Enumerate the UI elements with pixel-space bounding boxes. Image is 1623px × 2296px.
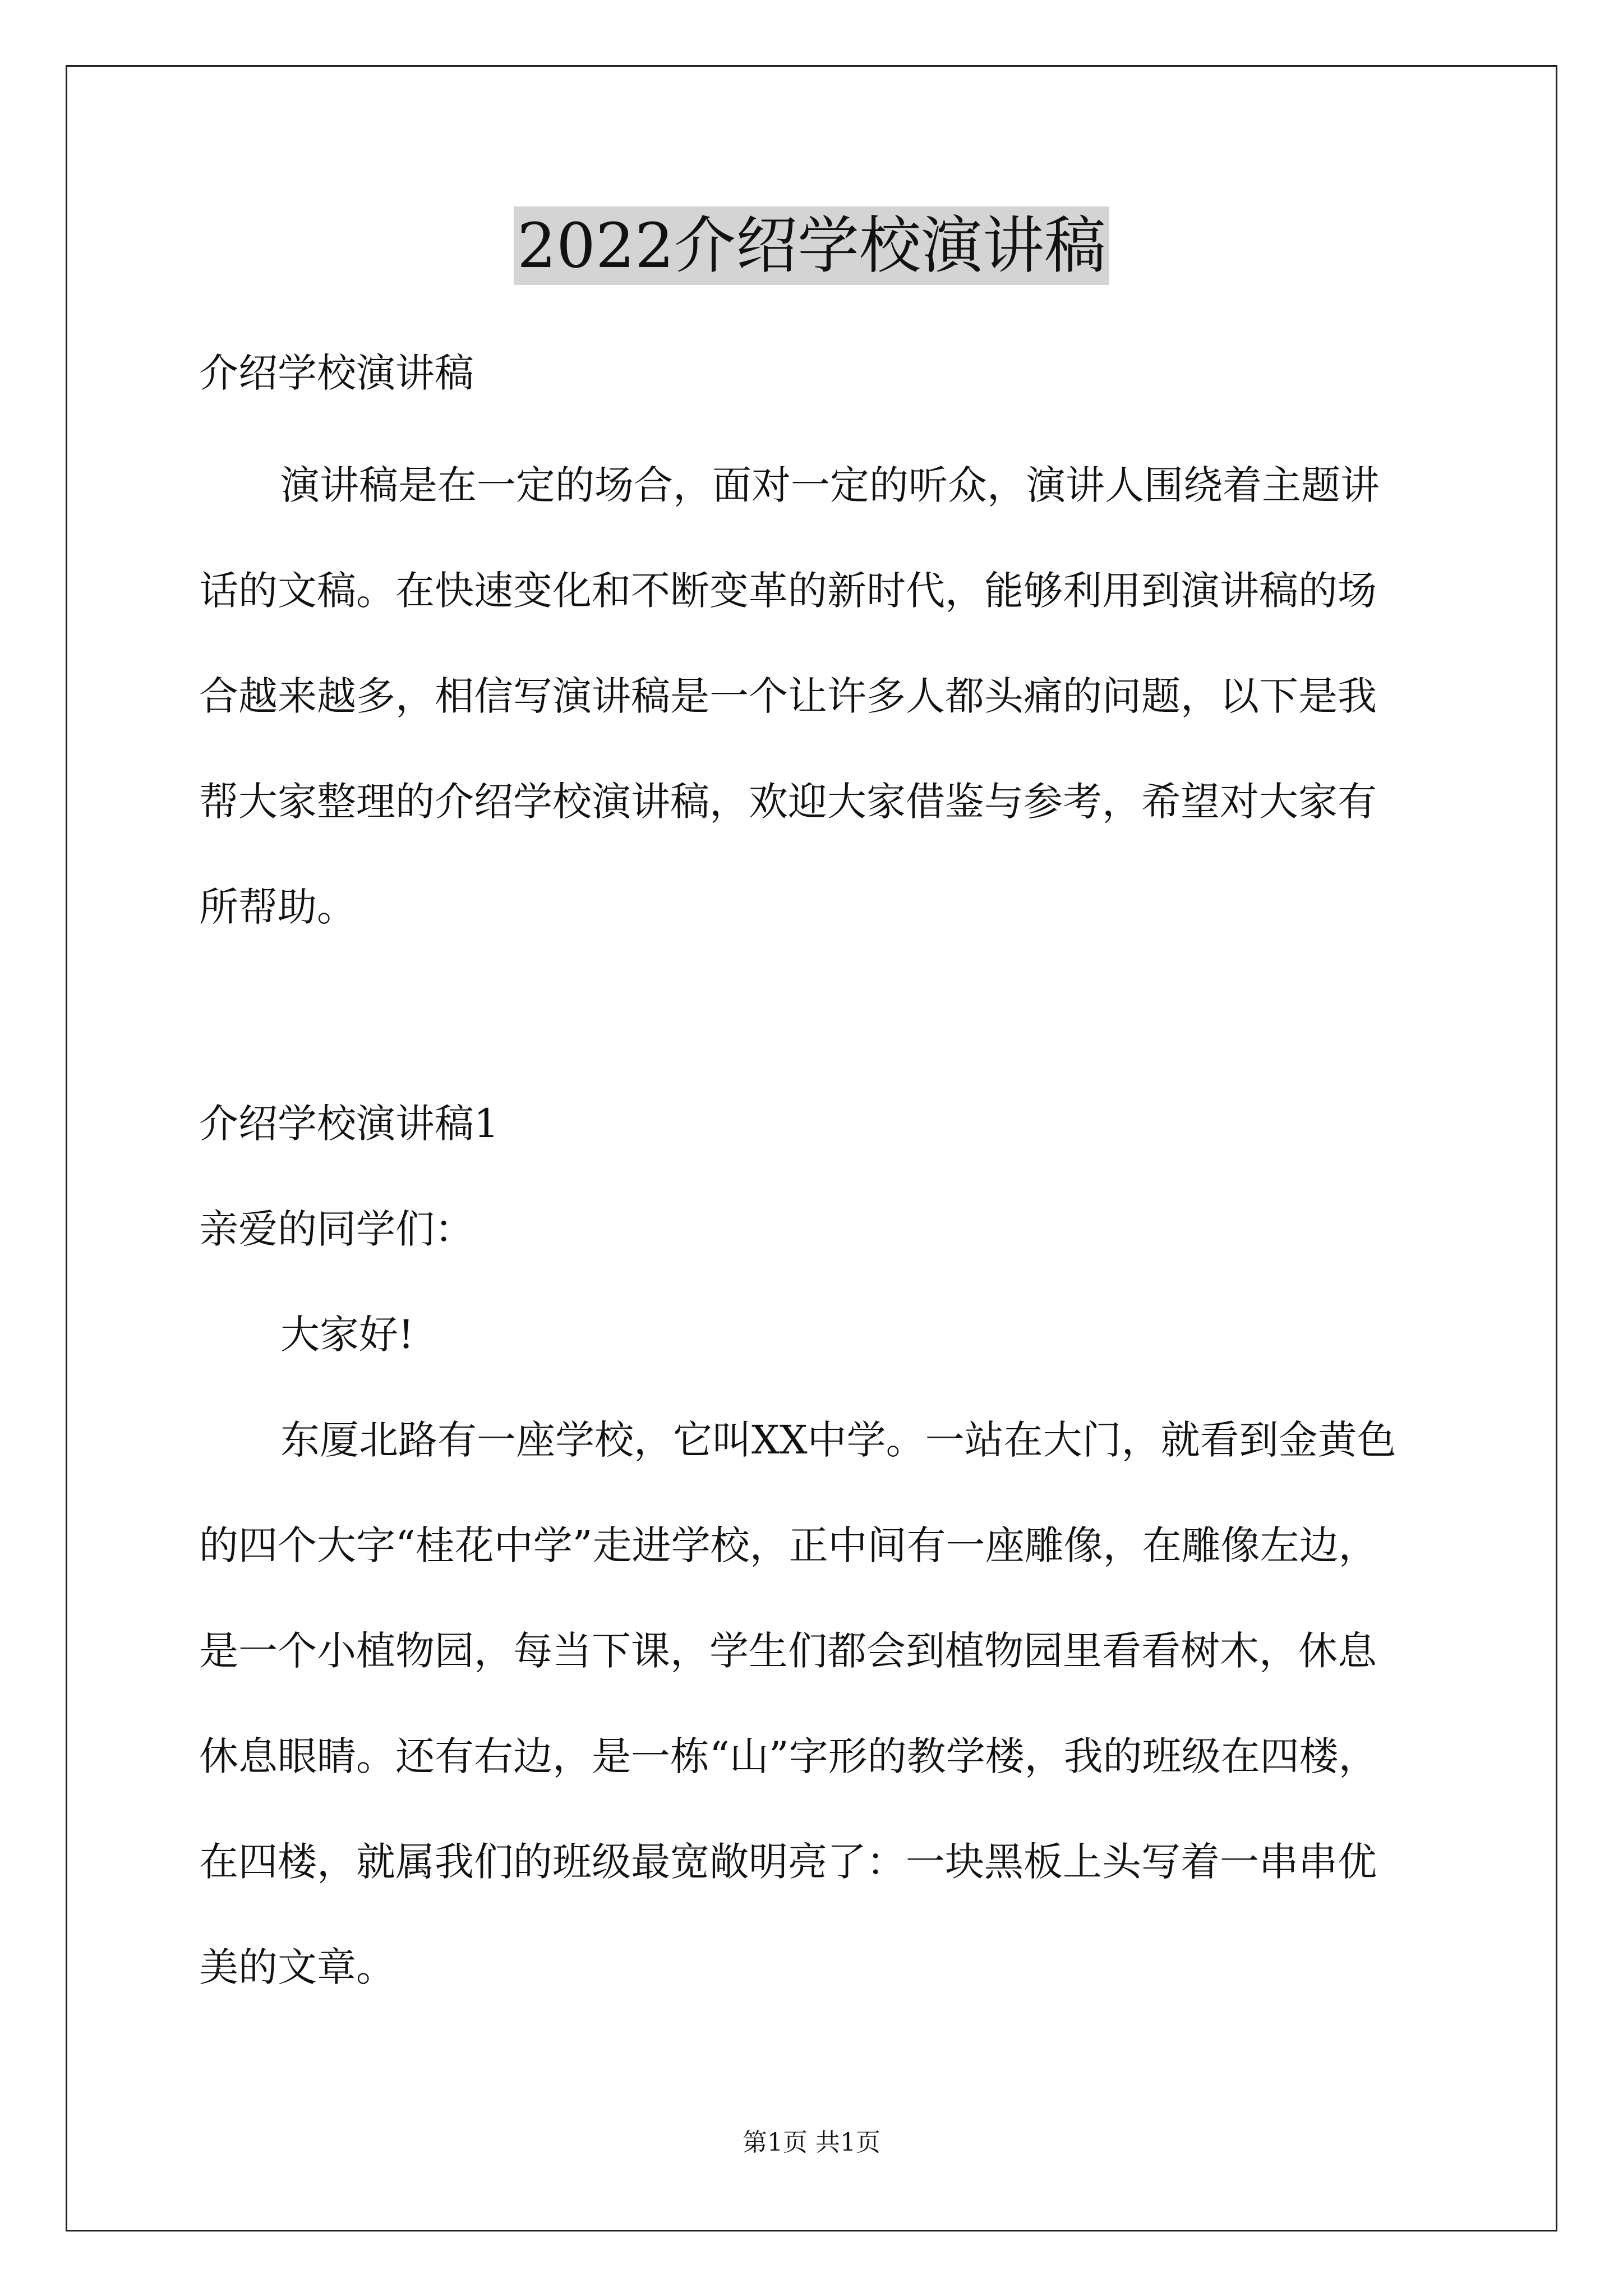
paragraph-line: 的四个大字“桂花中学”走进学校，正中间有一座雕像，在雕像左边， [199, 1522, 1378, 1568]
title-container [0, 206, 1623, 285]
paragraph-line: 帮大家整理的介绍学校演讲稿，欢迎大家借鉴与参考，希望对大家有 [199, 779, 1377, 825]
paragraph-line: 话的文稿。在快速变化和不断变革的新时代，能够利用到演讲稿的场 [199, 568, 1377, 614]
page-footer: 第1页 共1页 [743, 2128, 880, 2157]
paragraph-line: 合越来越多，相信写演讲稿是一个让许多人都头痛的问题，以下是我 [199, 673, 1377, 719]
paragraph-line: 东厦北路有一座学校，它叫XX中学。一站在大门，就看到金黄色 [280, 1417, 1396, 1463]
paragraph-line: 演讲稿是在一定的场合，面对一定的听众，演讲人围绕着主题讲 [280, 462, 1380, 508]
salutation: 亲爱的同学们： [199, 1206, 474, 1252]
paragraph-line: 美的文章。 [199, 1944, 395, 1990]
section-heading-1: 介绍学校演讲稿1 [199, 1101, 499, 1147]
paragraph-line: 是一个小植物园，每当下课，学生们都会到植物园里看看树木，休息 [199, 1628, 1377, 1674]
greeting: 大家好! [280, 1312, 414, 1358]
section-heading-intro: 介绍学校演讲稿 [199, 350, 474, 396]
paragraph-line: 在四楼，就属我们的班级最宽敞明亮了：一块黑板上头写着一串串优 [199, 1839, 1377, 1885]
paragraph-line: 所帮助。 [199, 884, 356, 930]
document-title: 2022介绍学校演讲稿 [514, 206, 1109, 285]
paragraph-line: 休息眼睛。还有右边，是一栋“山”字形的教学楼，我的班级在四楼， [199, 1733, 1378, 1779]
